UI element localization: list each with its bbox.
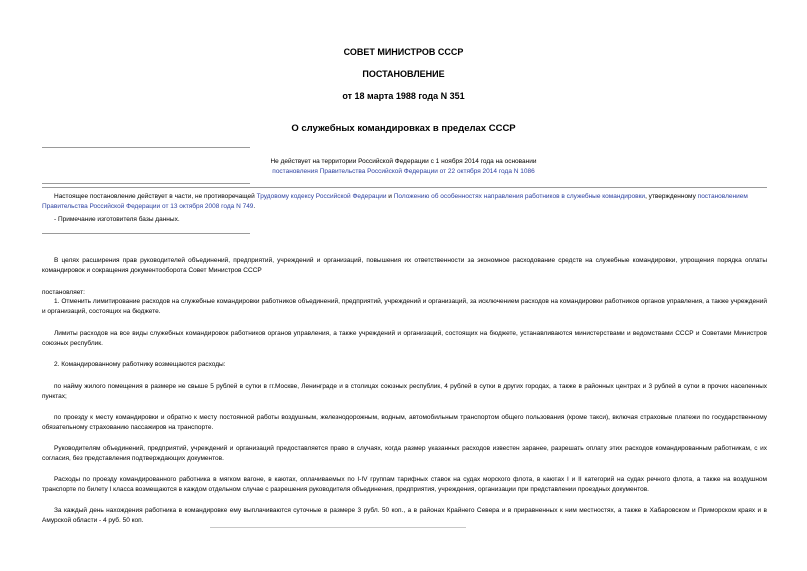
note-text: Настоящее постановление действует в части, не противоречащей xyxy=(54,193,257,200)
document-title: О служебных командировках в пределах СССР xyxy=(291,123,516,134)
paragraph: Расходы по проезду командированного работника в мягком вагоне, в каютах, оплачиваемых по I-IV группам тарифных ставок на судах морского флота, в каютах I и II категорий на судах речного флота, а также на воздушном транспорте по билету I класса возмещаются в каждом отдельном случае с разрешения руководителя объединения, предприятия, учреждения, организации при представлении проездных документов. xyxy=(42,476,767,493)
database-note-remark: - Примечание изготовителя базы данных. xyxy=(54,216,180,223)
divider xyxy=(210,527,466,528)
labor-code-link[interactable]: Трудовому кодексу Российской Федерации xyxy=(256,193,387,200)
resolution-link[interactable]: постановлением Правительства Российской Федерации от 13 октября 2008 года N 749 xyxy=(42,193,748,210)
paragraph: За каждый день нахождения работника в командировке ему выплачиваются суточные в размере 3 рубл. 50 коп., а в районах Крайнего Севера и в приравненных к ним местностях, а также в Хабаровском и Приморском краях и в Амурской области - 4 руб. 50 коп. xyxy=(42,507,767,524)
note-text: . xyxy=(253,202,256,210)
divider xyxy=(42,187,767,188)
date-number-heading: от 18 марта 1988 года N 351 xyxy=(342,91,465,101)
paragraph: 1. Отменить лимитирование расходов на служебные командировки работников объединений, предприятий, учреждений и организаций, за исключением расходов на командировки работников органов управления, а также учреждений и организаций, состоящих на бюджете. xyxy=(42,298,767,315)
database-note xyxy=(42,192,767,211)
issuer-heading: СОВЕТ МИНИСТРОВ СССР xyxy=(343,47,464,57)
status-notice-line2 xyxy=(0,167,807,177)
divider xyxy=(42,233,250,234)
status-resolution-link[interactable]: постановления Правительства Российской Федерации от 22 октября 2014 года N 1086 xyxy=(272,168,535,175)
paragraph: В целях расширения прав руководителей объединений, предприятий, учреждений и организаций, повышения их ответственности за экономное расходование средств на служебные командировки, упрощения порядка оплаты командировок и сокращения документооборота Совет Министров СССР xyxy=(42,257,767,274)
regulation-link[interactable]: Положению об особенностях направления работников в служебные командировки xyxy=(393,193,646,200)
note-text: , утвержденному xyxy=(645,193,698,200)
paragraph: по проезду к месту командировки и обратно к месту постоянной работы воздушным, железнодорожным, водным, автомобильным транспортом общего пользования (кроме такси), включая страховые платежи по государственному обязательному страхованию пассажиров на транспорте. xyxy=(42,414,767,431)
paragraph: постановляет: xyxy=(42,289,85,296)
paragraph: по найму жилого помещения в размере не свыше 5 рублей в сутки в гг.Москве, Ленинграде и в столицах союзных республик, 4 рублей в сутки в других городах, а также в районных центрах и 3 рублей в сутки в прочих населенных пунктах; xyxy=(42,383,767,400)
document-type-heading: ПОСТАНОВЛЕНИЕ xyxy=(362,69,445,79)
paragraph: Лимиты расходов на все виды служебных командировок работников органов управления, а также учреждений и организаций, состоящих на бюджете, устанавливаются министерствами и ведомствами СССР и Советами Министров союзных республик. xyxy=(42,330,767,347)
status-notice: Не действует на территории Российской Федерации с 1 ноября 2014 года на основании xyxy=(270,158,537,165)
divider xyxy=(42,147,250,148)
divider xyxy=(42,183,250,184)
paragraph: 2. Командированному работнику возмещаются расходы: xyxy=(54,361,226,368)
paragraph: Руководителям объединений, предприятий, учреждений и организаций предоставляется право в случаях, когда размер указанных расходов известен заранее, разрешать оплату этих расходов командированным работникам, с их согласия, без представления подтверждающих документов. xyxy=(42,445,767,462)
note-text: и xyxy=(386,193,394,200)
